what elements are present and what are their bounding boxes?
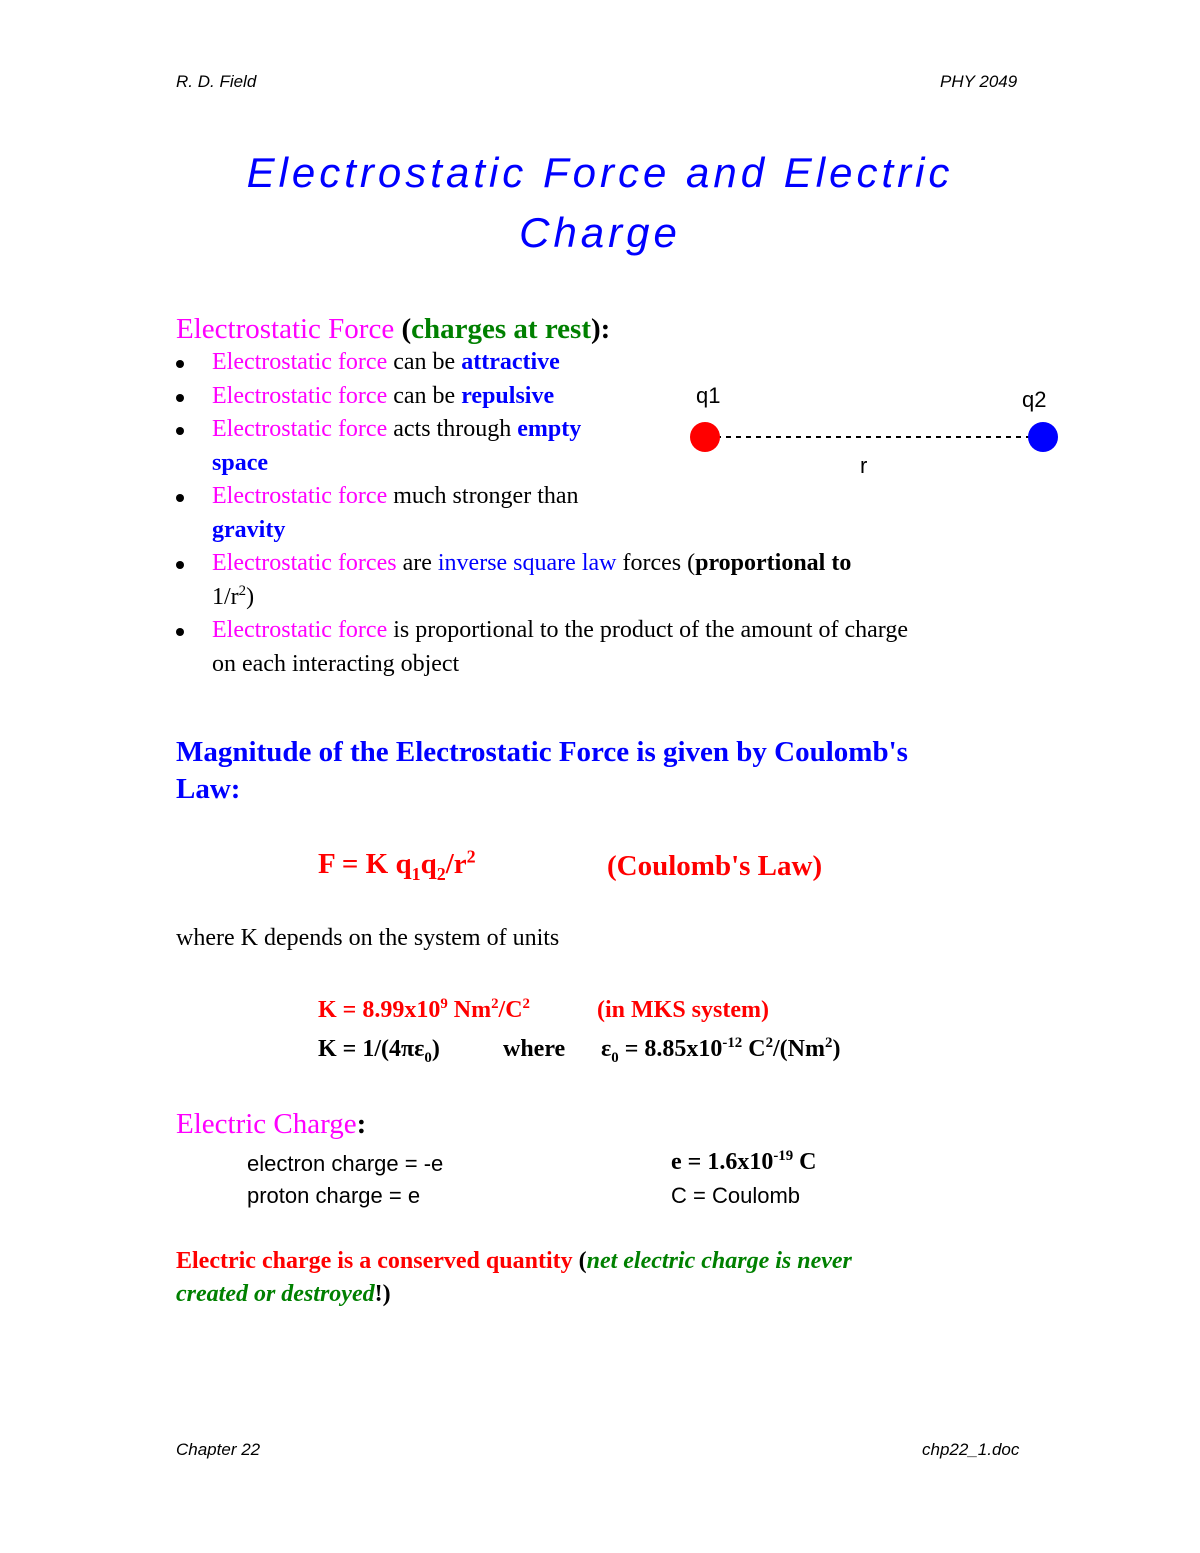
bullet-text: are [396, 550, 438, 576]
bullet-keyword-cont: gravity [212, 516, 286, 543]
heading-open-paren: ( [394, 313, 412, 345]
bullet-keyword: inverse square law [437, 550, 617, 576]
epsilon-value [601, 1033, 840, 1066]
electron-charge: electron charge = -e [247, 1151, 444, 1176]
bullet-close: ) [246, 583, 255, 610]
formula-sup: 2 [466, 846, 476, 867]
page-title-line1: Electrostatic Force and Electric [246, 149, 954, 196]
bullet-subject: Electrostatic force [212, 349, 388, 375]
section-heading-coulomb-line2: Law: [176, 773, 241, 805]
formula-part: F = K q [318, 848, 412, 880]
eps-part: ) [832, 1036, 841, 1062]
list-item [176, 346, 1036, 380]
heading-close: ): [591, 313, 611, 345]
eps-part: /(Nm [773, 1036, 825, 1062]
k-sup: 2 [491, 996, 499, 1012]
formula-sub: 2 [436, 863, 446, 884]
bullet-keyword: repulsive [461, 382, 555, 409]
k2-sub: 0 [424, 1049, 432, 1066]
bullet-text: is proportional to the product of the amount of charge [387, 617, 908, 643]
page-title-line2: Charge [519, 209, 681, 256]
k-part: /C [498, 997, 523, 1023]
bullet-icon [176, 360, 184, 368]
bang: ! [374, 1281, 383, 1307]
conserved-note-cont: created or destroyed [176, 1281, 375, 1307]
bullet-icon [176, 427, 184, 435]
e-part: e = 1.6x10 [671, 1149, 774, 1175]
proton-charge: proton charge = e [247, 1183, 421, 1208]
e-part: C [793, 1149, 817, 1175]
bullet-keyword: empty [517, 416, 582, 442]
charge-diagram [680, 378, 1070, 488]
k-sup: 9 [440, 996, 448, 1012]
k-sup: 2 [522, 996, 530, 1012]
k-epsilon-line [318, 1033, 440, 1066]
label-r: r [860, 453, 868, 478]
conserved-text: Electric charge is a conserved quantity [176, 1248, 573, 1274]
bullet-subject: Electrostatic force [212, 416, 388, 442]
footer-file: chp22_1.doc [922, 1440, 1020, 1459]
eps-part: ε [601, 1036, 612, 1062]
k-value-line [318, 994, 530, 1027]
bullet-text: acts through [387, 416, 518, 442]
bullet-subject: Electrostatic force [212, 382, 388, 409]
eps-part: = 8.85x10 [618, 1036, 723, 1062]
coulomb-formula [318, 846, 476, 882]
charge-q1-icon [690, 422, 720, 452]
eps-sub: 0 [611, 1049, 619, 1066]
bullet-icon [176, 394, 184, 402]
bullet-icon [176, 494, 184, 502]
footer-chapter: Chapter 22 [176, 1440, 261, 1459]
bullet-icon [176, 628, 184, 636]
bullet-subject: Electrostatic forces [212, 550, 397, 576]
eps-part: C [742, 1036, 766, 1062]
list-item [176, 547, 1036, 614]
k2-part: K = 1/(4πε [318, 1036, 425, 1062]
charge-q2-icon [1028, 422, 1058, 452]
list-item [176, 614, 1036, 681]
charge-diagram-svg [680, 378, 1070, 488]
header-author: R. D. Field [176, 72, 257, 91]
formula-part: q [420, 848, 437, 880]
paren-close: ) [382, 1281, 391, 1307]
bullet-text: can be [387, 382, 462, 409]
heading-qualifier: charges at rest [411, 313, 591, 345]
mks-note: (in MKS system) [597, 997, 769, 1023]
heading-text: Electrostatic Force [176, 313, 395, 345]
bullet-text-cont: on each interacting object [212, 650, 460, 677]
heading-colon: : [356, 1108, 367, 1140]
bullet-icon [176, 561, 184, 569]
bullet-formula-sup: 2 [238, 582, 247, 599]
paren-open: ( [572, 1248, 587, 1274]
list-item [176, 480, 1036, 547]
formula-part: /r [445, 848, 467, 880]
bullet-subject: Electrostatic force [212, 483, 388, 509]
bullet-keyword-cont: space [212, 449, 268, 476]
header-course: PHY 2049 [940, 72, 1018, 91]
eps-sup: 2 [765, 1035, 774, 1051]
k-part: K = 8.99x10 [318, 997, 441, 1023]
bullet-text: can be [387, 349, 462, 375]
bullet-text: much stronger than [387, 483, 579, 509]
where-k-text: where K depends on the system of units [176, 925, 560, 951]
e-sup: -19 [773, 1148, 794, 1164]
conserved-note: net electric charge is never [586, 1248, 852, 1274]
section-heading-coulomb-line1: Magnitude of the Electrostatic Force is given by Coulomb's [176, 736, 908, 768]
formula-sub: 1 [411, 863, 421, 884]
k2-part: ) [431, 1036, 440, 1062]
heading-text: Electric Charge [176, 1108, 357, 1140]
elementary-charge-value [671, 1146, 817, 1179]
section-heading-electric-charge [176, 1107, 366, 1141]
bullet-formula: 1/r [212, 583, 239, 610]
section-heading-electrostatic-force [176, 312, 610, 346]
conservation-statement [176, 1245, 1036, 1311]
k-part: Nm [447, 997, 492, 1023]
eps-sup: 2 [825, 1035, 833, 1051]
label-q1: q1 [696, 383, 721, 408]
bullet-emphasis: proportional to [695, 550, 852, 576]
coulomb-unit: C = Coulomb [671, 1183, 801, 1208]
label-q2: q2 [1022, 387, 1047, 412]
where-label: where [503, 1036, 566, 1062]
bullet-keyword: attractive [461, 349, 560, 375]
eps-sup: -12 [722, 1035, 743, 1051]
coulomb-law-label: (Coulomb's Law) [607, 850, 823, 882]
bullet-subject: Electrostatic force [212, 617, 388, 643]
bullet-text-2: forces ( [616, 550, 696, 576]
